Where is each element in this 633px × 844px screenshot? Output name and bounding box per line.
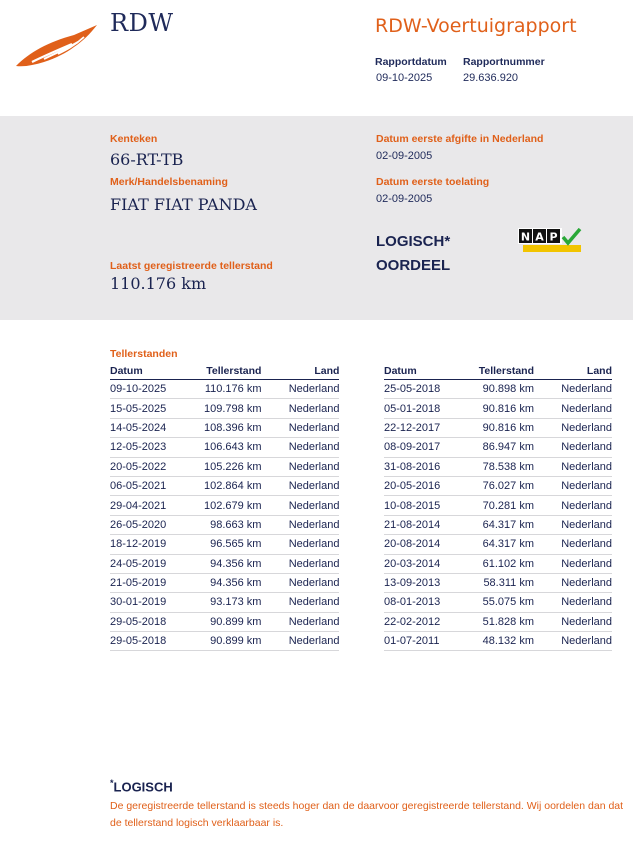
reading-date: 25-05-2018 [384, 380, 478, 399]
reading-country: Nederland [261, 438, 339, 457]
reading-date: 31-08-2016 [384, 457, 478, 476]
col-km-header: Tellerstand [478, 364, 534, 380]
report-date-label: Rapportdatum [375, 56, 447, 68]
reading-km: 94.356 km [204, 554, 261, 573]
reading-country: Nederland [534, 612, 612, 631]
reading-country: Nederland [534, 380, 612, 399]
make-value: FIAT FIAT PANDA [110, 195, 257, 214]
reading-date: 08-09-2017 [384, 438, 478, 457]
table-row [110, 554, 339, 573]
reading-date: 22-02-2012 [384, 612, 478, 631]
reading-date: 01-07-2011 [384, 632, 478, 651]
reading-km: 110.176 km [204, 380, 261, 399]
footnote-text: De geregistreerde tellerstand is steeds hoger dan de daarvoor geregistreerde tellerstand. Wij oordelen dan dat de tellerstand logisch verklaarbaar is. [110, 800, 624, 829]
table-row [384, 593, 612, 612]
vehicle-info-panel [0, 116, 633, 320]
table-row [384, 632, 612, 651]
nap-badge-icon [518, 228, 582, 252]
col-date-header: Datum [110, 364, 204, 380]
reading-km: 90.899 km [204, 612, 261, 631]
reading-km: 90.899 km [204, 632, 261, 651]
reading-date: 10-08-2015 [384, 496, 478, 515]
reading-date: 13-09-2013 [384, 573, 478, 592]
reading-date: 20-05-2022 [110, 457, 204, 476]
reading-km: 70.281 km [478, 496, 534, 515]
reading-date: 21-08-2014 [384, 515, 478, 534]
col-date-header: Datum [384, 364, 478, 380]
reading-km: 106.643 km [204, 438, 261, 457]
reading-km: 108.396 km [204, 418, 261, 437]
first-issue-nl-value: 02-09-2005 [376, 150, 433, 162]
verdict-line1: LOGISCH* [376, 233, 451, 250]
reading-country: Nederland [534, 418, 612, 437]
reading-date: 20-08-2014 [384, 535, 478, 554]
table-row [110, 573, 339, 592]
reading-km: 102.864 km [204, 476, 261, 495]
table-row [384, 418, 612, 437]
panel-notch [0, 304, 60, 324]
reading-date: 05-01-2018 [384, 399, 478, 418]
table-row [110, 593, 339, 612]
first-admission-label: Datum eerste toelating [376, 176, 490, 188]
table-row [384, 515, 612, 534]
reading-country: Nederland [261, 380, 339, 399]
reading-date: 18-12-2019 [110, 535, 204, 554]
reading-date: 08-01-2013 [384, 593, 478, 612]
readings-title: Tellerstanden [110, 348, 178, 360]
reading-date: 21-05-2019 [110, 573, 204, 592]
reading-date: 22-12-2017 [384, 418, 478, 437]
reading-km: 58.311 km [478, 573, 534, 592]
readings-table-left [110, 364, 339, 651]
reading-country: Nederland [261, 535, 339, 554]
col-km-header: Tellerstand [204, 364, 261, 380]
reading-country: Nederland [261, 457, 339, 476]
reading-km: 55.075 km [478, 593, 534, 612]
make-label: Merk/Handelsbenaming [110, 176, 228, 188]
nap-letter-a: A [535, 230, 544, 244]
table-row [384, 535, 612, 554]
readings-table-right [384, 364, 612, 651]
reading-country: Nederland [261, 496, 339, 515]
reading-km: 86.947 km [478, 438, 534, 457]
table-row [110, 535, 339, 554]
reading-date: 29-04-2021 [110, 496, 204, 515]
reading-country: Nederland [261, 612, 339, 631]
reading-country: Nederland [534, 515, 612, 534]
footnote-title-text: LOGISCH [113, 779, 173, 795]
table-row [110, 632, 339, 651]
table-row [110, 612, 339, 631]
col-land-header: Land [261, 364, 339, 380]
table-row [384, 380, 612, 399]
reading-km: 93.173 km [204, 593, 261, 612]
reading-country: Nederland [261, 476, 339, 495]
reading-date: 30-01-2019 [110, 593, 204, 612]
reading-km: 96.565 km [204, 535, 261, 554]
table-row [384, 612, 612, 631]
reading-km: 64.317 km [478, 515, 534, 534]
reading-date: 20-03-2014 [384, 554, 478, 573]
table-row [384, 457, 612, 476]
reading-km: 102.679 km [204, 496, 261, 515]
reading-date: 29-05-2018 [110, 612, 204, 631]
reading-country: Nederland [534, 535, 612, 554]
reading-country: Nederland [534, 457, 612, 476]
reading-country: Nederland [261, 593, 339, 612]
rdw-logo-icon [14, 22, 100, 70]
reading-date: 15-05-2025 [110, 399, 204, 418]
reading-country: Nederland [261, 418, 339, 437]
table-row [110, 457, 339, 476]
reading-km: 94.356 km [204, 573, 261, 592]
reading-country: Nederland [261, 573, 339, 592]
reading-date: 24-05-2019 [110, 554, 204, 573]
reading-km: 78.538 km [478, 457, 534, 476]
reading-date: 26-05-2020 [110, 515, 204, 534]
first-issue-nl-label: Datum eerste afgifte in Nederland [376, 133, 544, 145]
reading-country: Nederland [261, 399, 339, 418]
reading-km: 98.663 km [204, 515, 261, 534]
report-number-label: Rapportnummer [463, 56, 545, 68]
table-row [384, 399, 612, 418]
report-number: 29.636.920 [463, 72, 519, 84]
reading-country: Nederland [534, 593, 612, 612]
reading-km: 51.828 km [478, 612, 534, 631]
reading-date: 06-05-2021 [110, 476, 204, 495]
reading-km: 109.798 km [204, 399, 261, 418]
reading-country: Nederland [534, 496, 612, 515]
reading-country: Nederland [534, 476, 612, 495]
reading-country: Nederland [534, 632, 612, 651]
reading-country: Nederland [534, 438, 612, 457]
table-row [110, 438, 339, 457]
logo-text: RDW [110, 9, 174, 37]
nap-letter-p: P [549, 230, 558, 244]
footnote-asterisk: * [110, 778, 114, 788]
table-row [110, 496, 339, 515]
reading-km: 48.132 km [478, 632, 534, 651]
reading-km: 90.816 km [478, 399, 534, 418]
reading-km: 90.898 km [478, 380, 534, 399]
last-odometer-label: Laatst geregistreerde tellerstand [110, 260, 273, 272]
nap-letter-n: N [520, 230, 531, 244]
reading-country: Nederland [261, 515, 339, 534]
table-row [384, 573, 612, 592]
table-row [384, 496, 612, 515]
last-odometer-value: 110.176 km [110, 274, 207, 293]
reading-country: Nederland [534, 573, 612, 592]
col-land-header: Land [534, 364, 612, 380]
reading-date: 14-05-2024 [110, 418, 204, 437]
reading-date: 29-05-2018 [110, 632, 204, 651]
table-row [110, 399, 339, 418]
table-row [110, 418, 339, 437]
report-title: RDW-Voertuigrapport [375, 15, 577, 37]
reading-km: 105.226 km [204, 457, 261, 476]
plate-label: Kenteken [110, 133, 158, 145]
reading-country: Nederland [534, 399, 612, 418]
table-row [110, 380, 339, 399]
reading-date: 09-10-2025 [110, 380, 204, 399]
reading-country: Nederland [261, 632, 339, 651]
footnote-title [110, 778, 173, 794]
reading-km: 61.102 km [478, 554, 534, 573]
table-row [384, 438, 612, 457]
reading-date: 20-05-2016 [384, 476, 478, 495]
plate-value: 66-RT-TB [110, 150, 184, 169]
table-row [110, 476, 339, 495]
first-admission-value: 02-09-2005 [376, 193, 433, 205]
reading-km: 64.317 km [478, 535, 534, 554]
reading-km: 90.816 km [478, 418, 534, 437]
reading-date: 12-05-2023 [110, 438, 204, 457]
report-date: 09-10-2025 [376, 72, 433, 84]
verdict-line2: OORDEEL [376, 257, 451, 274]
table-row [110, 515, 339, 534]
reading-country: Nederland [261, 554, 339, 573]
reading-country: Nederland [534, 554, 612, 573]
table-row [384, 554, 612, 573]
table-row [384, 476, 612, 495]
reading-km: 76.027 km [478, 476, 534, 495]
